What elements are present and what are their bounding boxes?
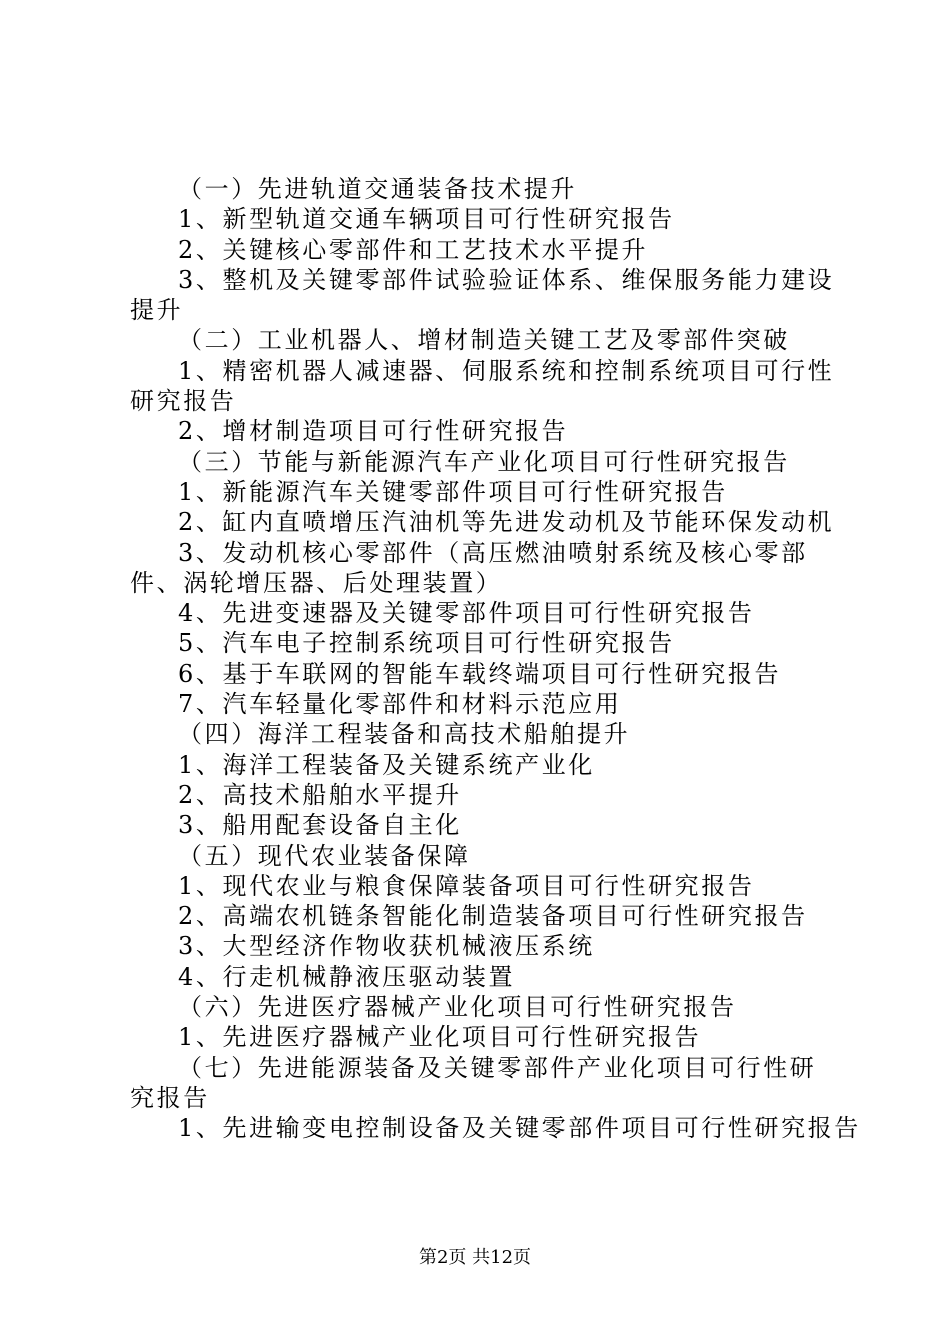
outline-line: 7、汽车轻量化零部件和材料示范应用	[178, 690, 622, 719]
outline-line: 3、发动机核心零部件（高压燃油喷射系统及核心零部件、涡轮增压器、后处理装置）	[130, 538, 808, 597]
outline-line: 2、缸内直喷增压汽油机等先进发动机及节能环保发动机	[178, 508, 835, 537]
outline-line: 4、先进变速器及关键零部件项目可行性研究报告	[178, 599, 755, 628]
outline-line: 4、行走机械静液压驱动装置	[178, 962, 516, 991]
outline-line: 1、精密机器人减速器、伺服系统和控制系统项目可行性研究报告	[130, 356, 835, 416]
document-body	[130, 174, 861, 1144]
outline-line: 2、高端农机链条智能化制造装备项目可行性研究报告	[178, 902, 808, 931]
outline-line: 1、新型轨道交通车辆项目可行性研究报告	[178, 205, 675, 234]
outline-line: 3、船用配套设备自主化	[178, 811, 462, 840]
outline-line: 1、先进输变电控制设备及关键零部件项目可行性研究报告	[178, 1114, 861, 1143]
outline-line: （一）先进轨道交通装备技术提升	[178, 175, 577, 203]
outline-line: 2、高技术船舶水平提升	[178, 780, 462, 809]
outline-line: 2、关键核心零部件和工艺技术水平提升	[178, 235, 649, 264]
outline-line: 1、现代农业与粮食保障装备项目可行性研究报告	[178, 871, 755, 900]
outline-line: 2、增材制造项目可行性研究报告	[178, 417, 569, 446]
outline-line: 3、大型经济作物收获机械液压系统	[178, 932, 595, 961]
outline-line: 1、海洋工程装备及关键系统产业化	[178, 750, 595, 779]
outline-line: 6、基于车联网的智能车载终端项目可行性研究报告	[178, 659, 782, 688]
outline-line: （三）节能与新能源汽车产业化项目可行性研究报告	[178, 447, 790, 476]
outline-line: （二）工业机器人、增材制造关键工艺及零部件突破	[178, 326, 790, 355]
outline-line: （五）现代农业装备保障	[178, 841, 471, 870]
outline-line: （六）先进医疗器械产业化项目可行性研究报告	[178, 993, 737, 1022]
outline-line: 1、先进医疗器械产业化项目可行性研究报告	[178, 1023, 702, 1052]
outline-line: 5、汽车电子控制系统项目可行性研究报告	[178, 629, 675, 658]
outline-line: （七）先进能源装备及关键零部件产业化项目可行性研究报告	[130, 1053, 817, 1112]
outline-line: 1、新能源汽车关键零部件项目可行性研究报告	[178, 477, 728, 506]
outline-line: 3、整机及关键零部件试验验证体系、维保服务能力建设提升	[130, 265, 835, 325]
page-footer: 第2页 共12页	[418, 1247, 532, 1268]
outline-line: （四）海洋工程装备和高技术船舶提升	[178, 720, 631, 749]
